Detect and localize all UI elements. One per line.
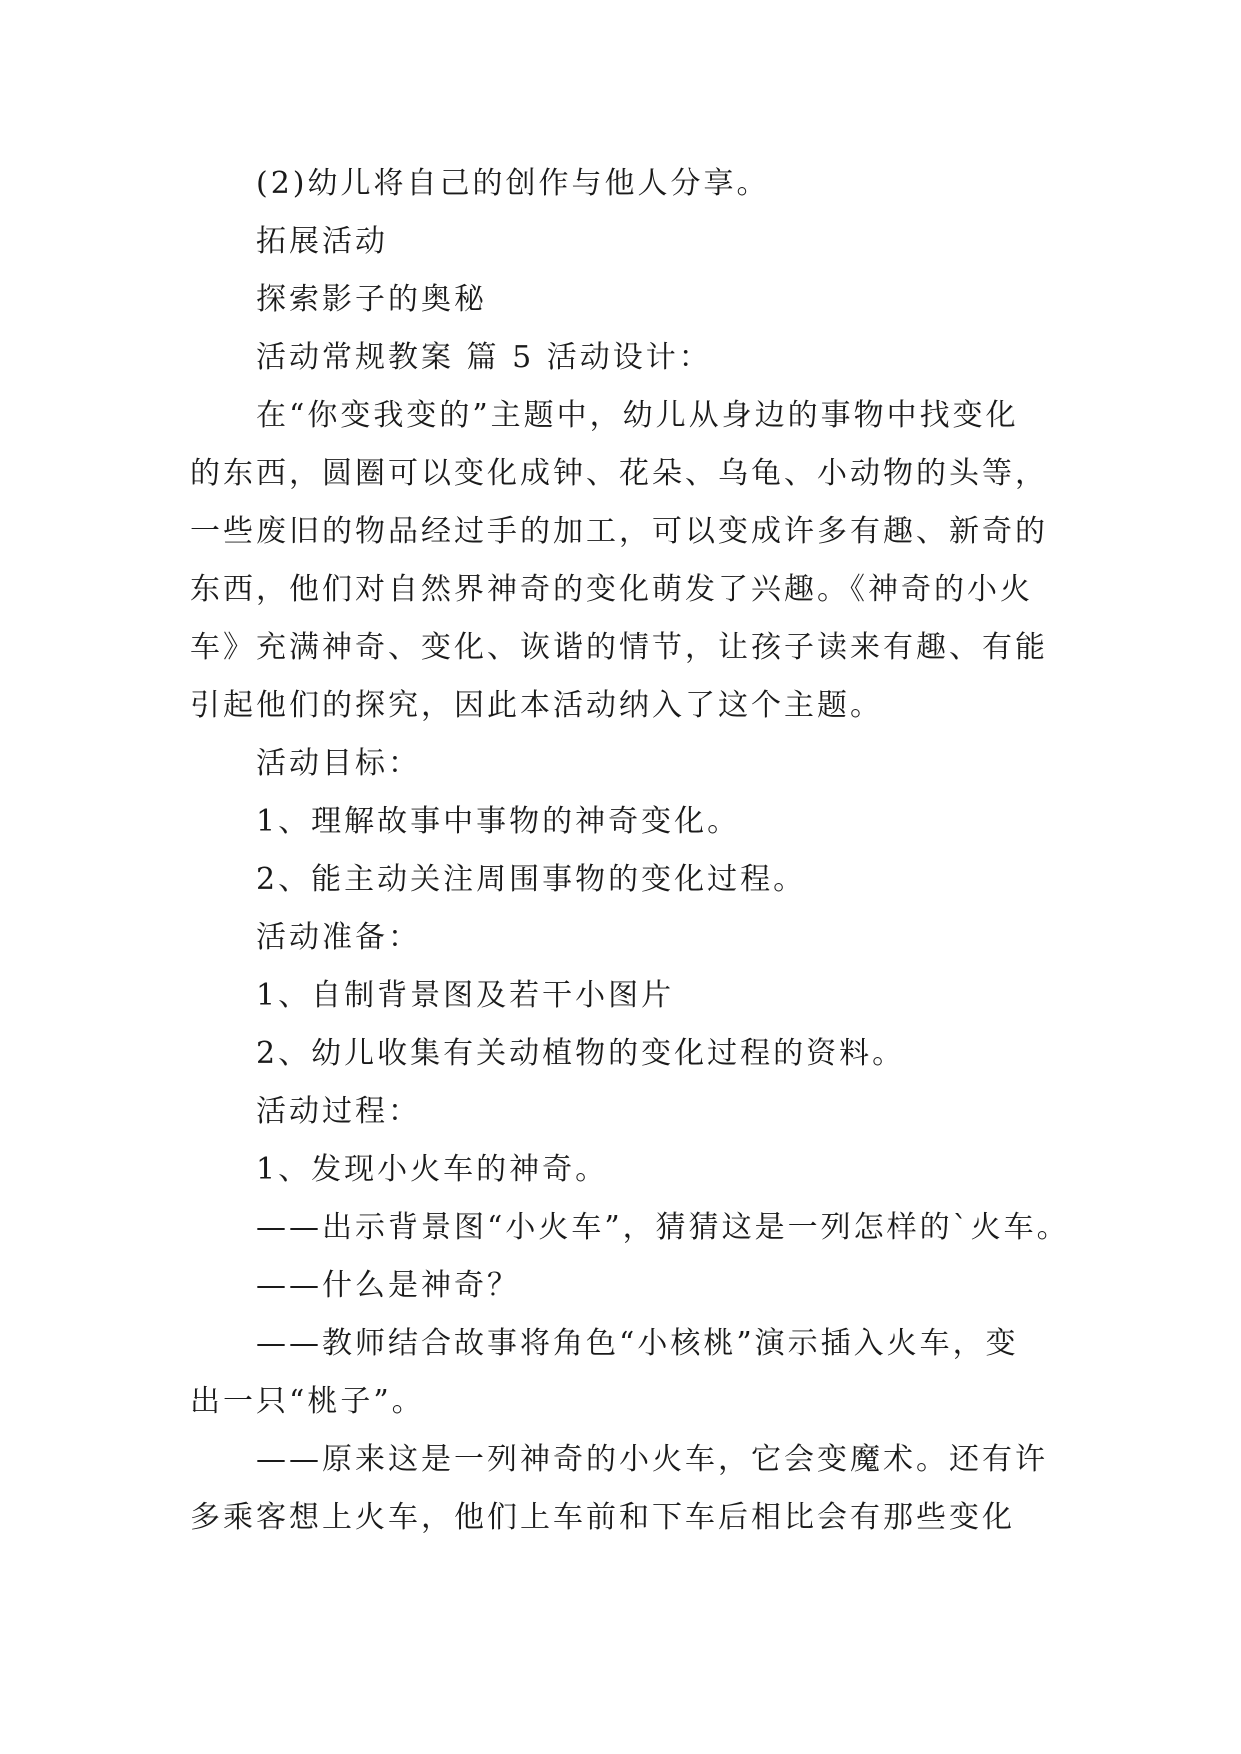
paragraph-line: ——什么是神奇？ (256, 1268, 520, 1303)
section-heading: 拓展活动 (256, 224, 388, 259)
paragraph-line: ——教师结合故事将角色“小核桃”演示插入火车，变 (256, 1326, 1019, 1361)
paragraph-line: 多乘客想上火车，他们上车前和下车后相比会有那些变化 (190, 1500, 1015, 1535)
section-heading: 活动目标： (256, 746, 421, 781)
list-item: 1、自制背景图及若干小图片 (256, 978, 675, 1013)
list-item: 2、能主动关注周围事物的变化过程。 (256, 862, 807, 897)
section-heading: 活动常规教案 篇 5 活动设计： (256, 340, 712, 375)
paragraph-line: 引起他们的探究，因此本活动纳入了这个主题。 (190, 688, 883, 723)
paragraph-line: (2)幼儿将自己的创作与他人分享。 (256, 166, 770, 201)
paragraph-line: ——原来这是一列神奇的小火车，它会变魔术。还有许 (256, 1442, 1048, 1477)
list-item: 1、发现小火车的神奇。 (256, 1152, 609, 1187)
paragraph-line: 的东西，圆圈可以变化成钟、花朵、乌龟、小动物的头等， (190, 456, 1048, 491)
paragraph-line: 出一只“桃子”。 (190, 1384, 425, 1419)
list-item: 2、幼儿收集有关动植物的变化过程的资料。 (256, 1036, 906, 1071)
paragraph-line: ——出示背景图“小火车”，猜猜这是一列怎样的`火车。 (256, 1210, 1070, 1245)
paragraph-line: 探索影子的奥秘 (256, 282, 487, 317)
list-item: 1、理解故事中事物的神奇变化。 (256, 804, 741, 839)
paragraph-line: 东西，他们对自然界神奇的变化萌发了兴趣。《神奇的小火 (190, 572, 1033, 607)
section-heading: 活动过程： (256, 1094, 421, 1129)
paragraph-line: 车》充满神奇、变化、诙谐的情节，让孩子读来有趣、有能 (190, 630, 1048, 665)
paragraph-line: 一些废旧的物品经过手的加工，可以变成许多有趣、新奇的 (190, 514, 1048, 549)
section-heading: 活动准备： (256, 920, 421, 955)
paragraph-line: 在“你变我变的”主题中，幼儿从身边的事物中找变化 (256, 398, 1019, 433)
